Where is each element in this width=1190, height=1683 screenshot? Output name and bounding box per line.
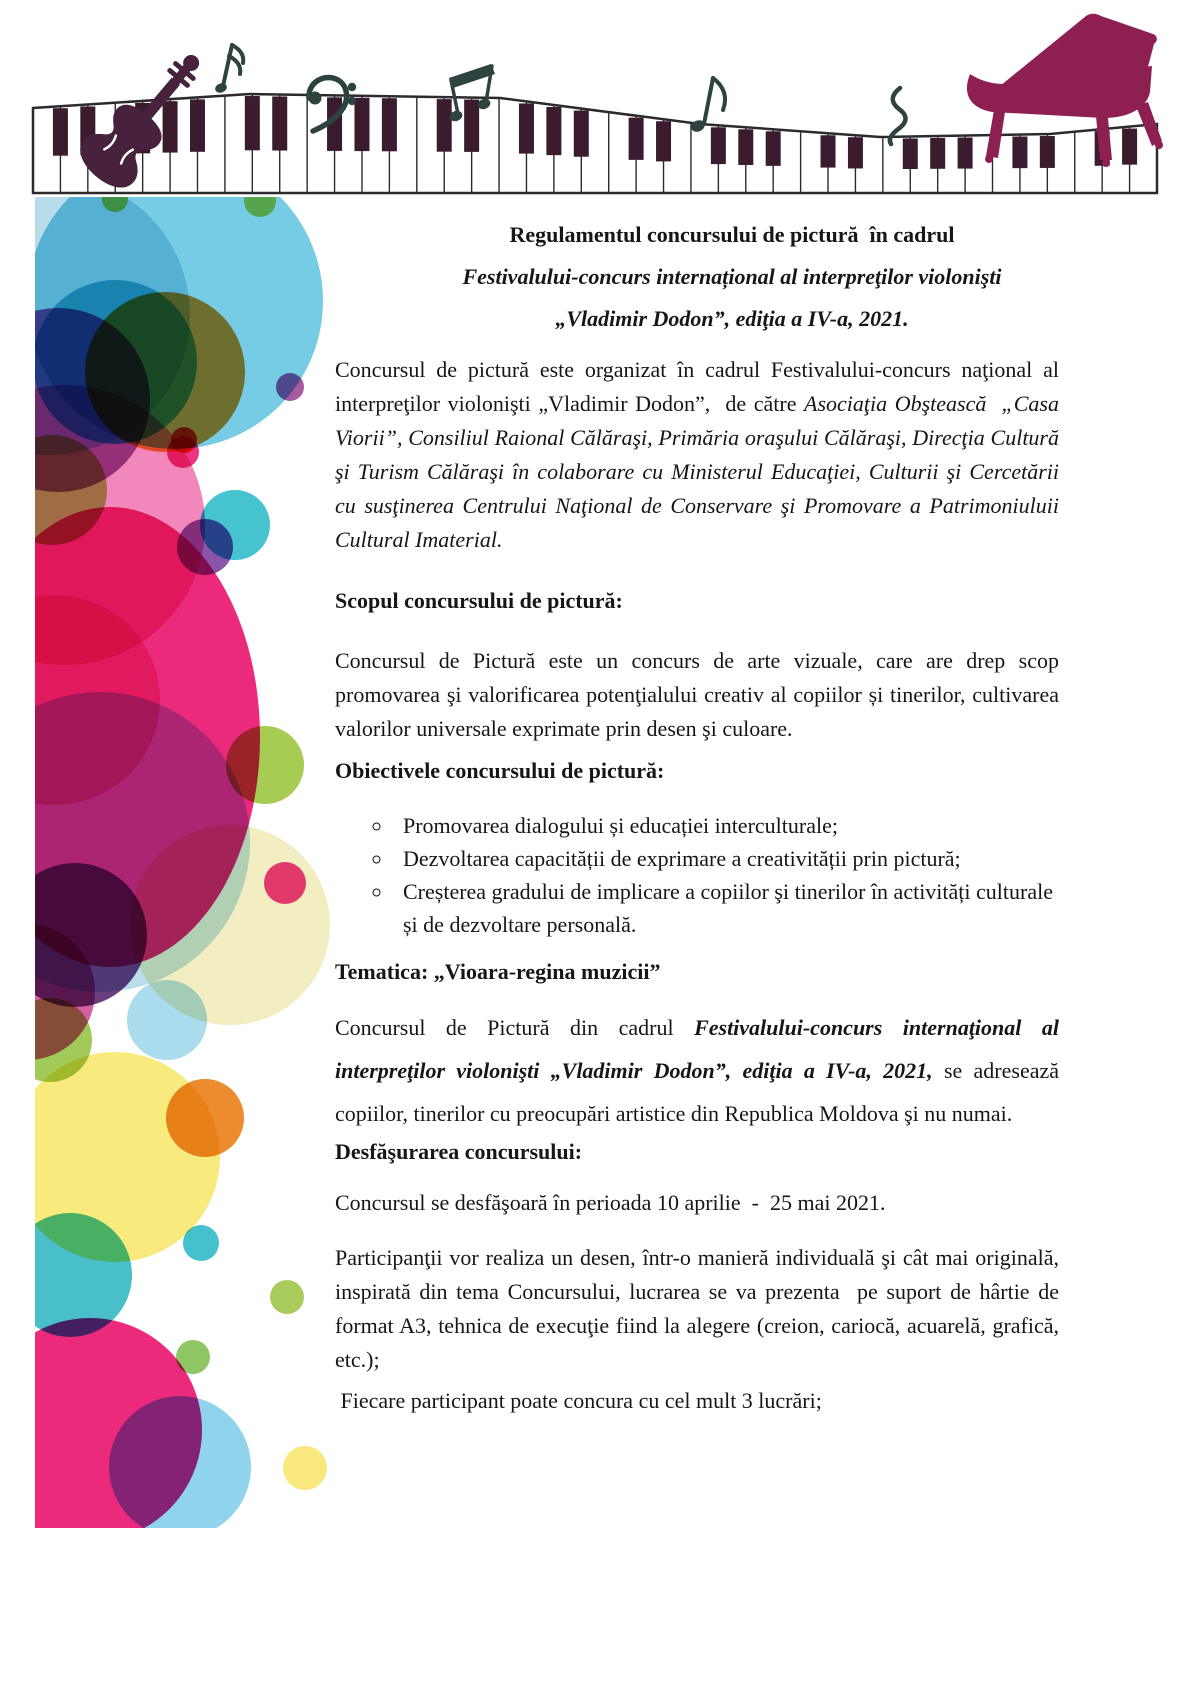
intro-paragraph [335, 353, 1065, 557]
intro-lead-text: Concursul de pictură este organizat în cadrul Festivalului-concurs naţional al interpreţilor violonişti „Vladimir Dodon”, de către [335, 357, 1065, 416]
theme-heading: Tematica: „Vioara-regina muzicii” [335, 959, 661, 984]
theme-paragraph [335, 1006, 1065, 1135]
page-subtitle: Festivalului-concurs internațional al interpreţilor violonişti [462, 264, 1002, 289]
bubble [127, 980, 207, 1060]
bubble [109, 1396, 251, 1528]
bubble [183, 1225, 219, 1261]
page-subtitle-edition: „Vladimir Dodon”, ediţia a IV-a, 2021. [555, 306, 909, 331]
bubble [85, 292, 245, 452]
schedule-heading: Desfăşurarea concursului: [335, 1139, 583, 1164]
bubble-collage-decoration [35, 197, 335, 1528]
bubble [167, 436, 199, 468]
bubble [226, 726, 304, 804]
theme-lead-text: Concursul de Pictură din cadrul [335, 1015, 695, 1040]
piano-keyboard-decoration [0, 0, 1190, 210]
theme-festival-text: Festivalului-concurs internaţional al interpreţilor violonişti „Vladimir Dodon”, ediţia a IV-a, 2021, [335, 1015, 1065, 1083]
objective-item: ◦ Promovarea dialogului și educației interculturale; [393, 809, 1059, 842]
page-title: Regulamentul concursului de pictură în cadrul [509, 222, 955, 247]
scope-heading: Scopul concursului de pictură: [335, 588, 623, 613]
document-body [335, 214, 1065, 1418]
bubble [264, 862, 306, 904]
bubble [166, 1079, 244, 1157]
bubble [283, 1446, 327, 1490]
intro-organizers-text: Asociaţia Obştească „Casa Viorii”, Consiliul Raional Călăraşi, Primăria oraşului Călăraşi, Direcţia Cultură şi Turism Călăraşi în colaborare cu Ministerul Educaţiei, Culturii şi Cercetării cu susţinerea Centrului Naţional de Conservare şi Promovare a Patrimoniuluii Cultural Imaterial. [335, 391, 1065, 552]
objective-item: ◦ Creșterea gradului de implicare a copiilor şi tinerilor în activități culturale și de dezvoltare personală. [393, 875, 1059, 941]
schedule-period: Concursul se desfăşoară în perioada 10 aprilie - 25 mai 2021. [335, 1190, 886, 1215]
sixteenth-note-icon [214, 45, 243, 94]
objective-item: ◦ Dezvoltarea capacității de exprimare a creativității prin pictură; [393, 842, 1059, 875]
bubble [270, 1280, 304, 1314]
scope-paragraph: Concursul de Pictură este un concurs de arte vizuale, care are drep scop promovarea şi valorificarea potenţialului creativ al copiilor și tinerilor, cultivarea valorilor universale exprimate prin desen şi culoare. [335, 648, 1065, 741]
objectives-heading: Obiectivele concursului de pictură: [335, 758, 665, 783]
entries-limit-paragraph: Fiecare participant poate concura cu cel mult 3 lucrări; [335, 1388, 822, 1413]
theme-tail-text: se adresează copiilor, tinerilor cu preocupări artistice din Republica Moldova şi nu numai. [335, 1058, 1065, 1126]
bubble [276, 373, 304, 401]
schedule-details-paragraph: Participanţii vor realiza un desen, într-o manieră individuală şi cât mai originală, inspirată din tema Concursului, lucrarea se va prezenta pe suport de hârtie de format A3, tehnica de execuţie fiind la alegere (creion, cariocă, acuarelă, grafică, etc.); [335, 1245, 1065, 1372]
objectives-list [335, 809, 1059, 941]
